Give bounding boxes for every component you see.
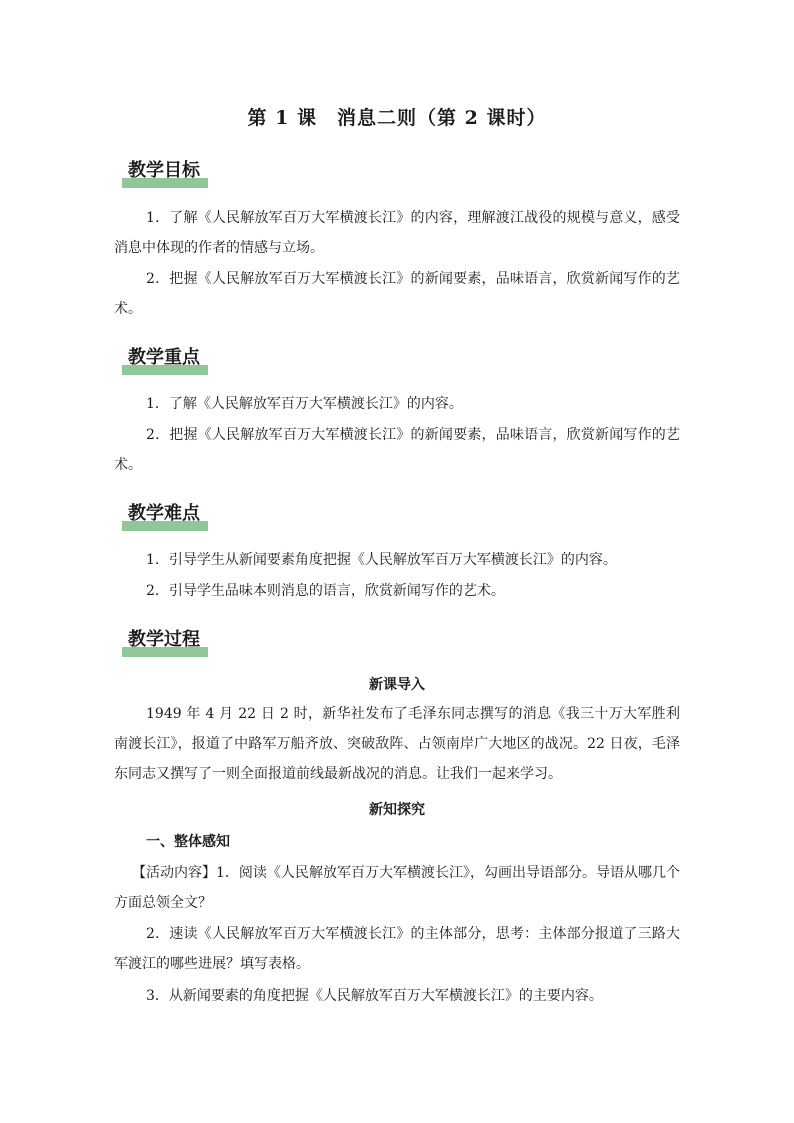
page-title: 第 1 课 消息二则（第 2 课时） xyxy=(247,107,547,129)
section-heading-key-points xyxy=(122,345,208,375)
key-point-item-2: 2．把握《人民解放军百万大军横渡长江》的新闻要素，品味语言，欣赏新闻写作的艺术。 xyxy=(114,427,680,473)
key-point-item-1: 1．了解《人民解放军百万大军横渡长江》的内容。 xyxy=(146,396,463,412)
goal-item-2: 2．把握《人民解放军百万大军横渡长江》的新闻要素，品味语言，欣赏新闻写作的艺术。 xyxy=(114,271,680,317)
goal-item-1: 1．了解《人民解放军百万大军横渡长江》的内容，理解渡江战役的规模与意义，感受消息中体现的作者的情感与立场。 xyxy=(114,210,680,256)
activity-item-2: 2．速读《人民解放军百万大军横渡长江》的主体部分，思考：主体部分报道了三路大军渡江的哪些进展？填写表格。 xyxy=(114,926,680,972)
intro-heading: 新课导入 xyxy=(369,677,425,693)
activity-item-1: 【活动内容】1．阅读《人民解放军百万大军横渡长江》，勾画出导语部分。导语从哪几个方面总领全文？ xyxy=(114,865,680,911)
difficulty-item-1: 1．引导学生从新闻要素角度把握《人民解放军百万大军横渡长江》的内容。 xyxy=(146,552,617,568)
section-heading-process xyxy=(122,627,208,657)
section-heading-text: 教学难点 xyxy=(128,503,200,524)
part1-heading: 一、整体感知 xyxy=(146,834,230,850)
section-heading-difficulties xyxy=(122,501,208,531)
activity-item-3: 3．从新闻要素的角度把握《人民解放军百万大军横渡长江》的主要内容。 xyxy=(146,988,603,1004)
section-heading-text: 教学目标 xyxy=(128,160,200,181)
section-heading-text: 教学重点 xyxy=(128,347,200,368)
intro-paragraph: 1949 年 4 月 22 日 2 时，新华社发布了毛泽东同志撰写的消息《我三十万大军胜利南渡长江》，报道了中路军万船齐放、突破敌阵、占领南岸广大地区的战况。22 日夜，毛泽东同志又撰写了一则全面报道前线最新战况的消息。让我们一起来学习。 xyxy=(114,706,680,782)
explore-heading: 新知探究 xyxy=(369,802,425,818)
section-heading-text: 教学过程 xyxy=(128,629,200,650)
section-heading-goals xyxy=(122,158,208,188)
difficulty-item-2: 2．引导学生品味本则消息的语言，欣赏新闻写作的艺术。 xyxy=(146,583,505,599)
